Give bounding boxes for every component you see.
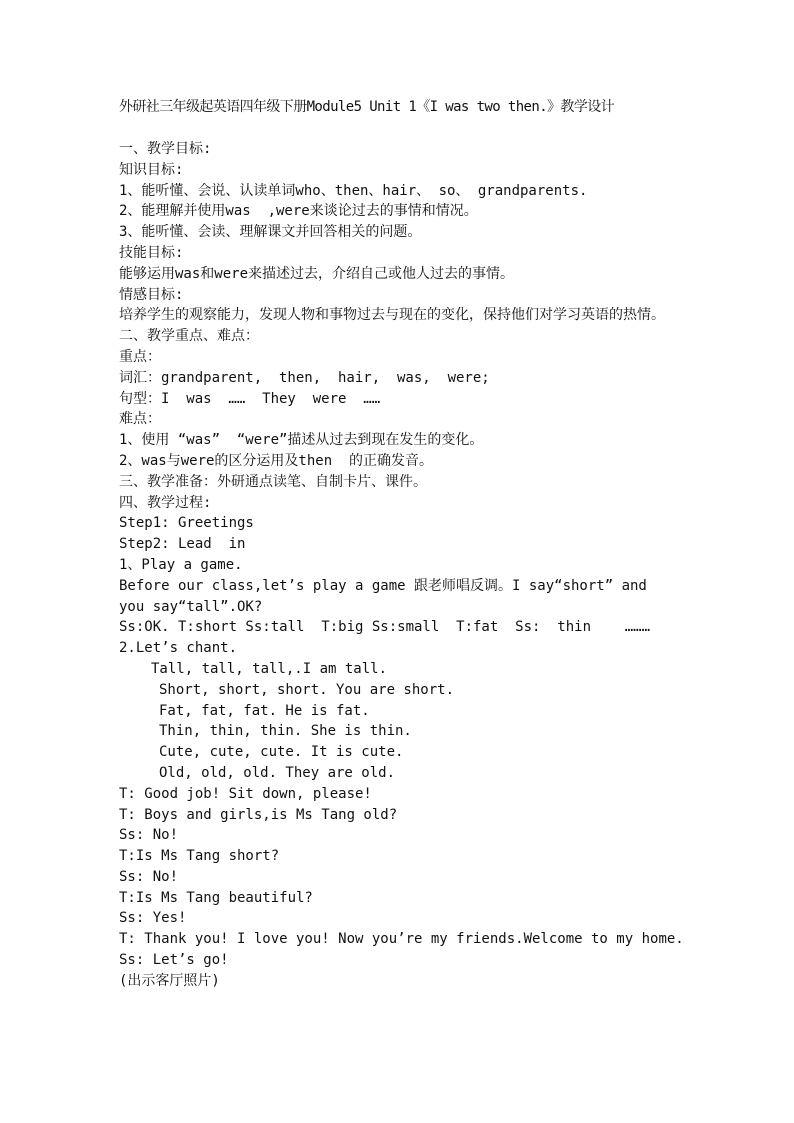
subheading-key: 重点： — [119, 348, 161, 365]
difficult-point-line: 1、使用 “was” “were”描述从过去到现在发生的变化。 — [119, 432, 484, 449]
sentence-pattern-line: 句型：I was …… They were …… — [119, 390, 381, 407]
section-heading-objectives: 一、教学目标: — [119, 141, 212, 157]
chant-line: Old, old, old. They are old. — [159, 764, 396, 781]
chant-line: Short, short, short. You are short. — [159, 681, 455, 698]
section-heading-process: 四、教学过程: — [119, 494, 212, 511]
subheading-skills: 技能目标: — [119, 244, 184, 261]
chant-line: Cute, cute, cute. It is cute. — [159, 744, 404, 761]
dialogue-line: T:Is Ms Tang short? — [119, 848, 280, 865]
section-heading-key-points: 二、教学重点、难点： — [119, 328, 259, 345]
document-body — [119, 139, 684, 992]
subheading-emotion: 情感目标: — [119, 286, 184, 303]
dialogue-line: Ss: Let’s go! — [119, 952, 229, 969]
subheading-knowledge: 知识目标: — [119, 161, 184, 178]
dialogue-line: Ss: No! — [119, 868, 179, 885]
activity-line: Before our class,let’s play a game 跟老师唱反调。I say“short” and you say“tall”.OK? — [119, 577, 647, 615]
emotion-text: 培养学生的观察能力，发现人物和事物过去与现在的变化，保持他们对学习英语的热情。 — [119, 307, 665, 324]
section-heading-preparation: 三、教学准备：外研通点读笔、自制卡片、课件。 — [119, 473, 427, 490]
vocabulary-line: 词汇：grandparent, then, hair, was, were; — [119, 369, 490, 386]
chant-line: Thin, thin, thin. She is thin. — [159, 723, 412, 740]
subheading-difficult: 难点： — [119, 411, 161, 428]
activity-line: 2.Let’s chant. — [119, 640, 238, 657]
chant-line: Fat, fat, fat. He is fat. — [159, 702, 370, 719]
stage-direction: (出示客厅照片) — [119, 972, 220, 989]
dialogue-line: T: Boys and girls,is Ms Tang old? — [119, 806, 398, 823]
dialogue-line: Ss:OK. T:short Ss:tall T:big Ss:small T:fat Ss: thin ……… — [119, 619, 651, 636]
dialogue-line: Ss: Yes! — [119, 910, 187, 927]
skills-text: 能够运用was和were来描述过去，介绍自己或他人过去的事情。 — [119, 265, 514, 282]
objective-line: 2、能理解并使用was ,were来谈论过去的事情和情况。 — [119, 203, 478, 220]
dialogue-line: T:Is Ms Tang beautiful? — [119, 889, 313, 906]
dialogue-line: T: Good job! Sit down, please! — [119, 785, 372, 802]
dialogue-line: Ss: No! — [119, 827, 179, 844]
step-line: Step1: Greetings — [119, 515, 254, 532]
objective-line: 1、能听懂、会说、认读单词who、then、hair、 so、 grandparents. — [119, 182, 588, 199]
document-title: 外研社三年级起英语四年级下册Module5 Unit 1《I was two then.》教学设计 — [119, 99, 615, 115]
difficult-point-line: 2、was与were的区分运用及then 的正确发音。 — [119, 452, 434, 469]
chant-line: Tall, tall, tall,.I am tall. — [151, 660, 388, 677]
activity-line: 1、Play a game. — [119, 556, 243, 573]
dialogue-line: T: Thank you! I love you! Now you’re my friends.Welcome to my home. — [119, 931, 684, 948]
step-line: Step2: Lead in — [119, 536, 246, 553]
objective-line: 3、能听懂、会读、理解课文并回答相关的问题。 — [119, 224, 422, 241]
